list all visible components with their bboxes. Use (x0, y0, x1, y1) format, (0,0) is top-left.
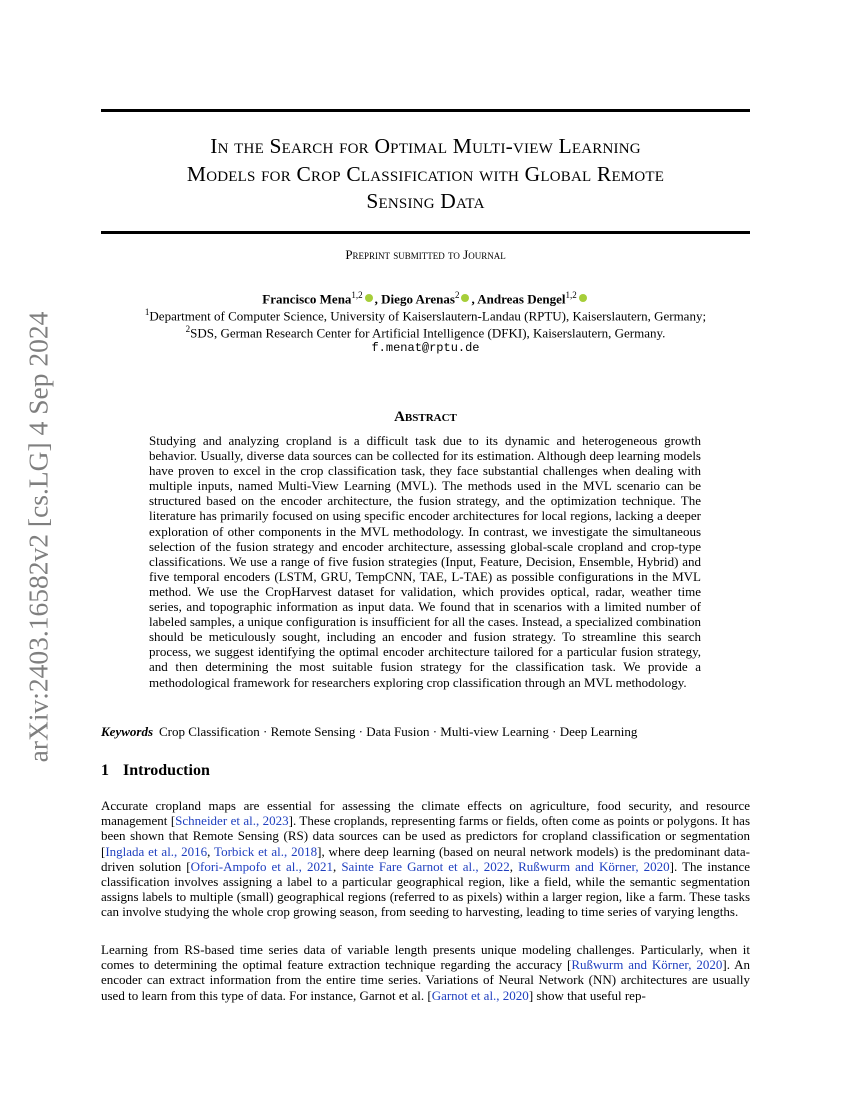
preprint-label: Preprint submitted to Journal (345, 247, 506, 262)
section-heading (101, 762, 210, 780)
author-name: Andreas Dengel (477, 291, 566, 307)
title-bottom-rule (101, 231, 750, 234)
intro-paragraph-2 (101, 942, 750, 1003)
keywords (101, 724, 750, 740)
author-affiliation-mark: 1,2 (351, 290, 363, 300)
affiliation-mark: 1 (144, 307, 150, 317)
abstract-heading: Abstract (394, 409, 457, 425)
affiliation-mark: 2 (185, 324, 191, 334)
citation-link[interactable]: Rußwurm and Körner, 2020 (518, 858, 670, 874)
paragraph-text: , (509, 858, 519, 874)
title-line-2: Models for Crop Classification with Global Remote (186, 161, 665, 186)
citation-link[interactable]: Garnot et al., 2020 (431, 987, 529, 1003)
author-affiliation-mark: 2 (454, 290, 460, 300)
author-name: Francisco Mena (262, 291, 352, 307)
affiliation-1 (101, 307, 750, 324)
title-top-rule (101, 109, 750, 112)
author-email[interactable]: f.menat@rptu.de (371, 341, 480, 355)
paragraph-text: ]. The instance classification involves assigning a label to a particular geographical region, like a field, while the semantic segmentation assigns labels to multiple (small) geographical regions (referred to as pixels) within a larger region, like a farm. These tasks can involve studying the whole crop growing season, from seeding to harvesting, leading to time series of varying lengths. (101, 858, 750, 920)
citation-link[interactable]: Ofori-Ampofo et al., 2021 (190, 858, 333, 874)
intro-paragraph-1 (101, 798, 750, 920)
author-name: Diego Arenas (381, 291, 455, 307)
orcid-icon[interactable] (461, 294, 469, 302)
citation-link[interactable]: Rußwurm and Körner, 2020 (571, 957, 723, 973)
citation-link[interactable]: Sainte Fare Garnot et al., 2022 (341, 858, 510, 874)
orcid-icon[interactable] (579, 294, 587, 302)
orcid-icon[interactable] (365, 294, 373, 302)
title-line-1: In the Search for Optimal Multi-view Learning (210, 134, 641, 158)
citation-link[interactable]: Inglada et al., 2016 (105, 843, 208, 859)
paragraph-text: ] show that useful rep- (528, 987, 646, 1003)
paper-title (101, 133, 750, 216)
affiliation-2 (101, 324, 750, 341)
paragraph-text: , (207, 843, 215, 859)
paragraph-text: , (332, 858, 342, 874)
paragraph-text: ], where deep learning (based on neural network models) is the predominant data-driven solution [ (101, 843, 750, 874)
paragraph-text: Learning from RS-based time series data of variable length presents unique modeling challenges. Particularly, when it comes to determining the optimal feature extraction technique regarding the accuracy [ (101, 942, 750, 973)
section-title: Introduction (123, 762, 210, 779)
keywords-list: Crop Classification · Remote Sensing · Data Fusion · Multi-view Learning · Deep Learning (159, 724, 638, 739)
affiliation-text: SDS, German Research Center for Artificial Intelligence (DFKI), Kaiserslautern, Germany. (190, 325, 666, 341)
abstract-text: Studying and analyzing cropland is a difficult task due to its dynamic and heterogeneous growth behavior. Usually, diverse data sources can be collected for its estimation. Although deep learning models have proven to excel in the crop classification task, they face substantial challenges when dealing with multiple inputs, named Multi-View Learning (MVL). The methods used in the MVL scenario can be structured based on the encoder architecture, the fusion strategy, and the optimization technique. The literature has primarily focused on using specific encoder architectures for local regions, lacking a deeper exploration of other components in the MVL methodology. In contrast, we investigate the simultaneous selection of the fusion strategy and encoder architecture, assessing global-scale cropland and crop-type classifications. We use a range of five fusion strategies (Input, Feature, Decision, Ensemble, Hybrid) and five temporal encoders (LSTM, GRU, TempCNN, TAE, L-TAE) as possible configurations in the MVL method. We use the CropHarvest dataset for validation, which provides optical, radar, weather time series, and topographic information as input data. We found that in scenarios with a limited number of labeled samples, a unique configuration is insufficient for all the cases. Instead, a specialized combination should be meticulously sought, including an encoder and fusion strategy. To streamline this search process, we suggest identifying the optimal encoder architecture tailored for a particular fusion strategy, and then determining the most suitable fusion strategy for the classification task. We provide a methodological framework for researchers exploring crop classification through an MVL methodology. (149, 433, 701, 690)
author-affiliation-mark: 1,2 (565, 290, 577, 300)
citation-link[interactable]: Torbick et al., 2018 (214, 843, 318, 859)
section-number: 1 (101, 762, 109, 779)
paragraph-text: ]. These croplands, representing farms or fields, often come as points or polygons. It has been shown that Remote Sensing (RS) data sources can be used as predictors for cropland classification or segmentation [ (101, 813, 750, 859)
affiliation-text: Department of Computer Science, University of Kaiserslautern-Landau (RPTU), Kaiserslautern, Germany; (149, 308, 707, 324)
arxiv-stamp (18, 302, 58, 772)
keywords-label: Keywords (101, 724, 153, 739)
paragraph-text: Accurate cropland maps are essential for assessing the climate effects on agriculture, food security, and resource management [ (101, 798, 750, 829)
arxiv-identifier: arXiv:2403.16582v2 [cs.LG] 4 Sep 2024 (22, 311, 54, 763)
citation-link[interactable]: Schneider et al., 2023 (175, 813, 289, 829)
author-list: Francisco Mena$^{1,2}$ , Diego Arenas$^2$ , Andreas Dengel$^{1,2}$ (101, 290, 750, 307)
title-line-3: Sensing Data (366, 189, 485, 213)
paragraph-text: ]. An encoder can extract information from the entire time series. Variations of Neural Network (NN) architectures are usually used to learn from this type of data. For instance, Garnot et al. [ (101, 957, 751, 1003)
